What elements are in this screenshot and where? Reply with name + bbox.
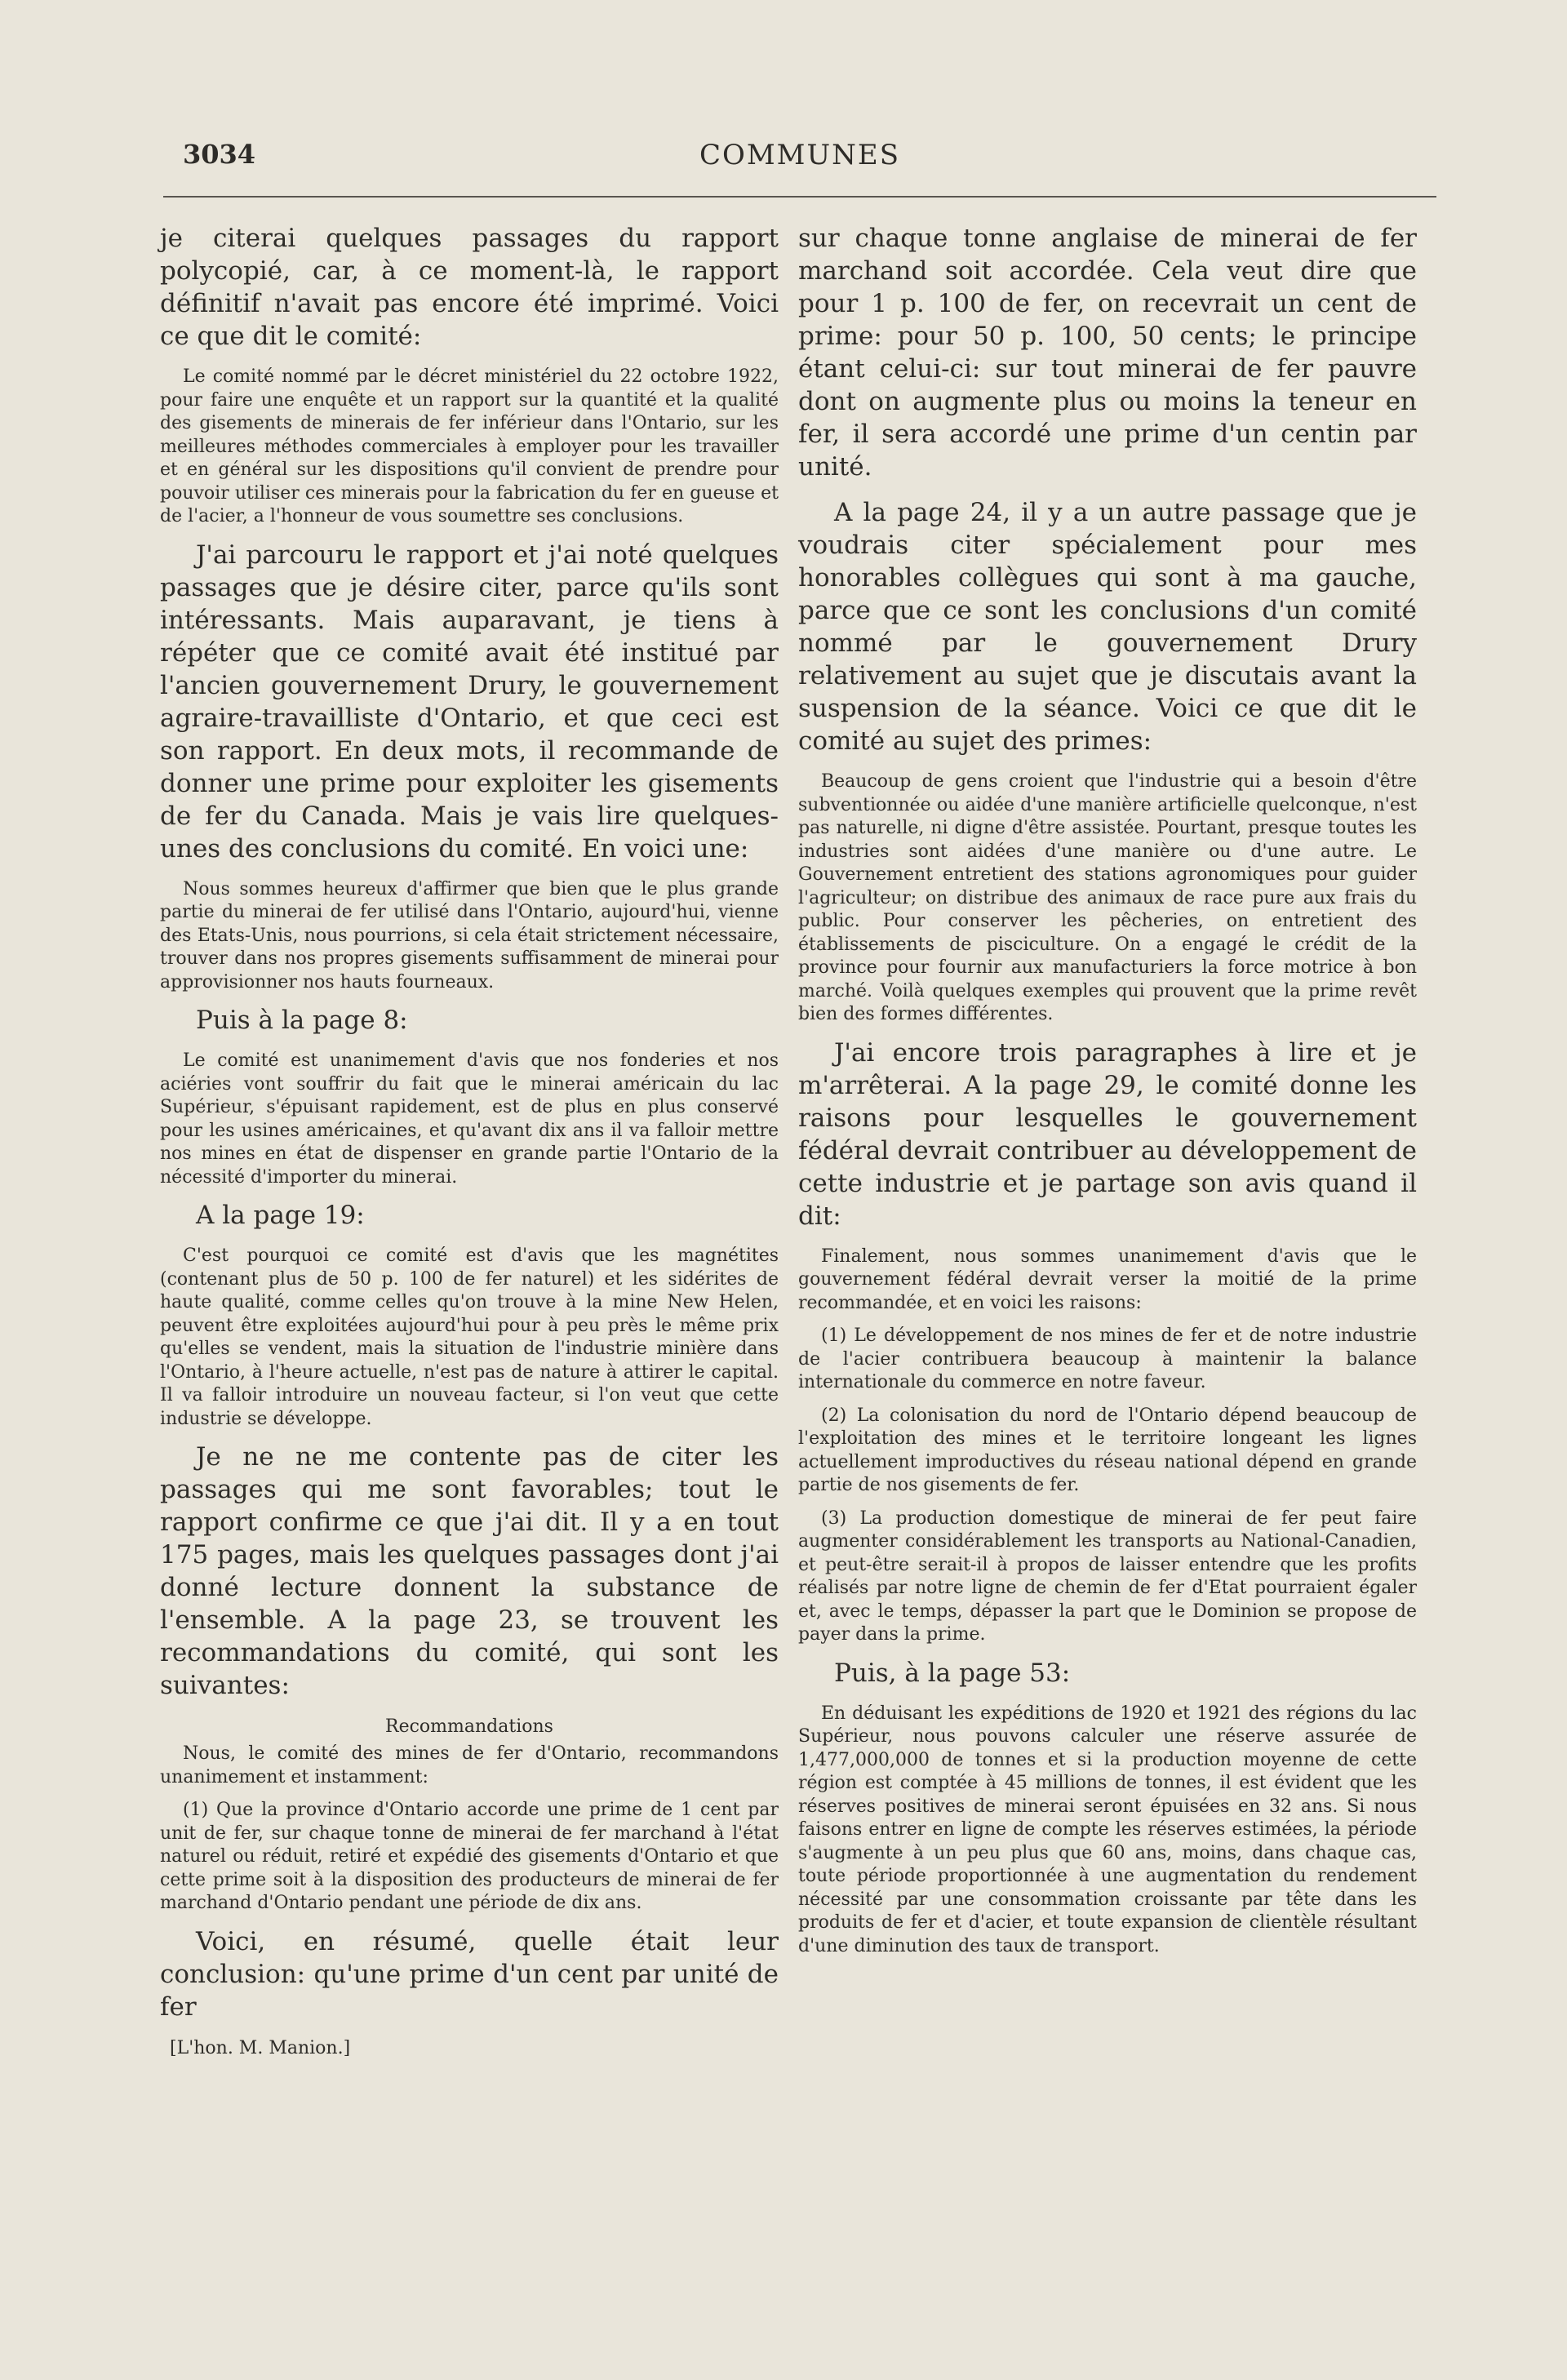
speech-paragraph: J'ai parcouru le rapport et j'ai noté quelques passages que je désire citer, parce qu'ils sont intéressants. Mais auparavant, je tiens à répéter que ce comité avait été institué par l'ancien gouvernement Drury, le gouvernement agraire-travailliste d'Ontario, et que ceci est son rapport. En deux mots, il recommande de donner une prime pour exploiter les gisements de fer du Canada. Mais je vais lire quelques-unes des conclusions du comité. En voici une:: [160, 539, 779, 864]
quoted-passage: En déduisant les expéditions de 1920 et 1921 des régions du lac Supérieur, nous pouvons calculer une réserve assurée de 1,477,000,000 de tonnes et si la production moyenne de cette région est comptée à 45 millions de tonnes, il est évident que les réserves positives de minerai seront épuisées en 32 ans. Si nous faisons entrer en ligne de compte les réserves estimées, la période s'augmente à un peu plus que 60 ans, moins, dans chaque cas, toute période proportionnée à une augmentation du rendement nécessité par une consommation croissante par tête dans les produits de fer et d'acier, et toute expansion de clientèle résultant d'une diminution des taux de transport.: [798, 1703, 1417, 1956]
right-column: [798, 222, 1417, 1968]
recommendations-heading: Recommandations: [385, 1716, 553, 1737]
speech-paragraph: Puis à la page 8:: [196, 1006, 408, 1035]
running-head: COMMUNES: [699, 139, 901, 171]
speech-paragraph: Voici, en résumé, quelle était leur conclusion: qu'une prime d'un cent par unité de fer: [160, 1926, 779, 2022]
quoted-passage: Finalement, nous sommes unanimement d'avis que le gouvernement fédéral devrait verser la moitié de la prime recommandée, et en voici les raisons:: [798, 1246, 1417, 1313]
quoted-passage: C'est pourquoi ce comité est d'avis que les magnétites (contenant plus de 50 p. 100 de fer naturel) et les sidérites de haute qualité, comme celles qu'on trouve à la mine New Helen, peuvent être exploitées aujourd'hui pour à peu près le même prix qu'elles se vendent, mais la situation de l'industrie minière dans l'Ontario, à l'heure actuelle, n'est pas de nature à attirer le capital. Il va falloir introduire un nouveau facteur, si l'on veut que cette industrie se développe.: [160, 1246, 779, 1429]
quoted-passage: (2) La colonisation du nord de l'Ontario dépend beaucoup de l'exploitation des mines et le territoire longeant les lignes actuellement improductives du réseau national dépend en grande partie de nos gisements de fer.: [798, 1405, 1417, 1495]
header-rule: [163, 196, 1436, 198]
speech-paragraph: Je ne ne me contente pas de citer les passages qui me sont favorables; tout le rapport confirme ce que j'ai dit. Il y a en tout 175 pages, mais les quelques passages dont j'ai donné lecture donnent la substance de l'ensemble. A la page 23, se trouvent les recommandations du comité, qui sont les suivantes:: [160, 1442, 779, 1700]
quoted-passage: (3) La production domestique de minerai de fer peut faire augmenter considérablement les transports au National-Canadien, et peut-être serait-il à propos de laisser entendre que les profits réalisés par notre ligne de chemin de fer d'Etat pourraient égaler et, avec le temps, dépasser la part que le Dominion se propose de payer dans la prime.: [798, 1507, 1417, 1645]
speech-paragraph: A la page 19:: [196, 1201, 365, 1230]
speech-paragraph: A la page 24, il y a un autre passage que je voudrais citer spécialement pour mes honorables collègues qui sont à ma gauche, parce que ce sont les conclusions d'un comité nommé par le gouvernement Drury relativement au sujet que je discutais avant la suspension de la séance. Voici ce que dit le comité au sujet des primes:: [798, 498, 1417, 756]
quoted-passage: Le comité nommé par le décret ministériel du 22 octobre 1922, pour faire une enquête et un rapport sur la quantité et la qualité des gisements de minerais de fer inférieur dans l'Ontario, sur les meilleures méthodes commerciales à employer pour les travailler et en général sur les dispositions qu'il convient de prendre pour pouvoir utiliser ces minerais pour la fabrication du fer en gueuse et de l'acier, a l'honneur de vous soumettre ses conclusions.: [160, 366, 779, 526]
speech-paragraph: sur chaque tonne anglaise de minerai de fer marchand soit accordée. Cela veut dire que pour 1 p. 100 de fer, on recevrait un cent de prime: pour 50 p. 100, 50 cents; le principe étant celui-ci: sur tout minerai de fer pauvre dont on augmente plus ou moins la teneur en fer, il sera accordé une prime d'un centin par unité.: [798, 224, 1417, 482]
speech-paragraph: Puis, à la page 53:: [834, 1658, 1071, 1688]
quoted-passage: Beaucoup de gens croient que l'industrie qui a besoin d'être subventionnée ou aidée d'une manière artificielle quelconque, n'est pas naturelle, ni digne d'être assistée. Pourtant, presque toutes les industries sont aidées d'une manière ou d'une autre. Le Gouvernement entretient des stations agronomiques pour guider l'agriculteur; on distribue des animaux de race pure aux frais du public. Pour conserver les pêcheries, on entretient des établissements de pisciculture. On a engagé le crédit de la province pour fournir aux manufacturiers la force motrice à bon marché. Voilà quelques exemples qui prouvent que la prime revêt bien des formes différentes.: [798, 771, 1417, 1024]
quoted-passage: (1) Le développement de nos mines de fer et de notre industrie de l'acier contribuera beaucoup à maintenir la balance internationale du commerce en notre faveur.: [798, 1325, 1417, 1392]
quoted-passage: Le comité est unanimement d'avis que nos fonderies et nos aciéries vont souffrir du fait que le minerai américain du lac Supérieur, s'épuisant rapidement, est de plus en plus conservé pour les usines américaines, et qu'avant dix ans il va falloir mettre nos mines en état de dispenser en grande partie l'Ontario de la nécessité d'importer du minerai.: [160, 1050, 779, 1188]
page-number: 3034: [183, 139, 256, 170]
speaker-tag: [L'hon. M. Manion.]: [170, 2037, 351, 2058]
page-header: [163, 139, 1436, 175]
quoted-passage: Nous, le comité des mines de fer d'Ontario, recommandons unanimement et instamment:: [160, 1743, 779, 1787]
quoted-passage: Nous sommes heureux d'affirmer que bien que le plus grande partie du minerai de fer utilisé dans l'Ontario, aujourd'hui, vienne des Etats-Unis, nous pourrions, si cela était strictement nécessaire, trouver dans nos propres gisements suffisamment de minerai pour approvisionner nos hauts fourneaux.: [160, 878, 779, 992]
speech-paragraph: J'ai encore trois paragraphes à lire et je m'arrêterai. A la page 29, le comité donne les raisons pour lesquelles le gouvernement fédéral devrait contribuer au développement de cette industrie et je partage son avis quand il dit:: [798, 1037, 1417, 1231]
speech-paragraph: je citerai quelques passages du rapport polycopié, car, à ce moment-là, le rapport définitif n'avait pas encore été imprimé. Voici ce que dit le comité:: [160, 224, 779, 351]
left-column: [160, 222, 779, 2061]
quoted-passage: (1) Que la province d'Ontario accorde une prime de 1 cent par unit de fer, sur chaque tonne de minerai de fer marchand à l'état naturel ou réduit, retiré et expédié des gisements d'Ontario et que cette prime soit à la disposition des producteurs de minerai de fer marchand d'Ontario pendant une période de dix ans.: [160, 1800, 779, 1913]
